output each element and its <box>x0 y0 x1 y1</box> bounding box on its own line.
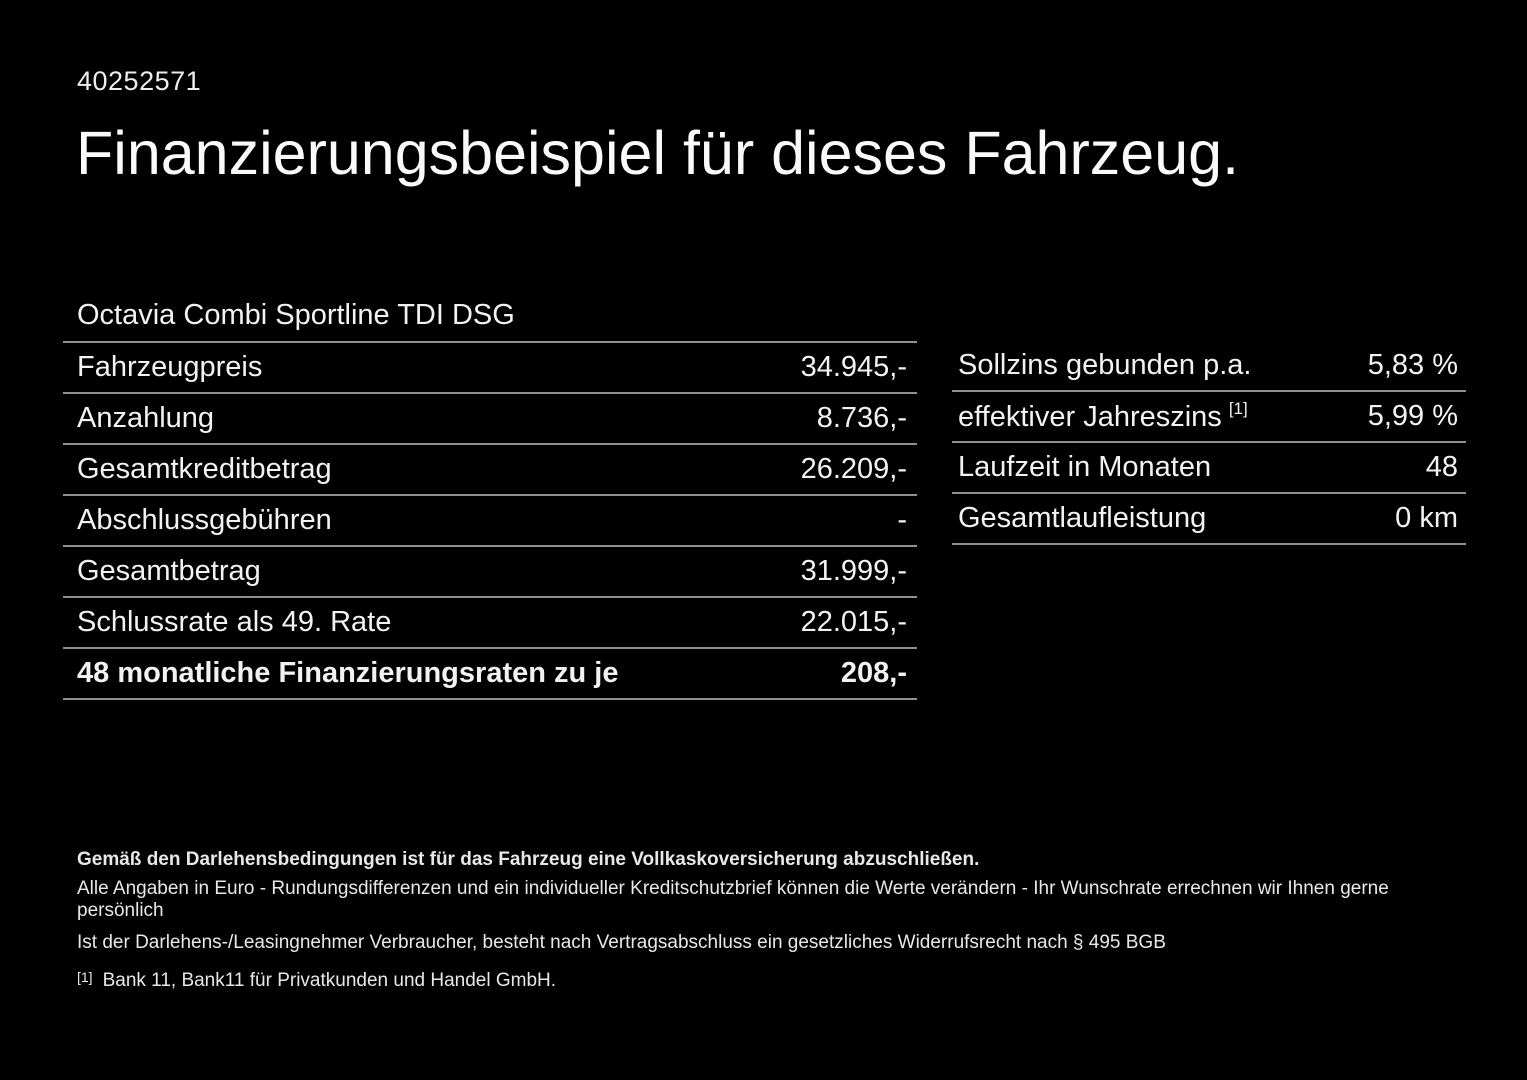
row-label: Fahrzeugpreis <box>77 351 263 383</box>
table-row-gesamtkreditbetrag <box>63 445 917 496</box>
row-label: 48 monatliche Finanzierungsraten zu je <box>77 657 619 689</box>
table-row-anzahlung <box>63 394 917 445</box>
table-row-abschlussgebuehren <box>63 496 917 547</box>
row-value: 0 km <box>1395 502 1458 534</box>
row-value: 31.999,- <box>800 555 907 587</box>
disclaimer-line-1: Alle Angaben in Euro - Rundungsdifferenzen und ein individueller Kreditschutzbrief können die Werte verändern - Ihr Wunschrate errechnen wir Ihnen gerne persönlich <box>77 878 1389 921</box>
row-label: Gesamtbetrag <box>77 555 261 587</box>
row-label: Abschlussgebühren <box>77 504 332 536</box>
finance-table <box>63 341 917 700</box>
row-label: effektiver Jahreszins [1] <box>958 399 1248 433</box>
document-id: 40252571 <box>77 66 202 96</box>
row-value: 34.945,- <box>800 351 907 383</box>
row-value: 5,83 % <box>1367 349 1458 381</box>
row-value: - <box>897 504 907 536</box>
row-value: 5,99 % <box>1367 400 1458 432</box>
table-row-schlussrate <box>63 598 917 649</box>
row-value: 48 <box>1425 451 1458 483</box>
row-label: Gesamtkreditbetrag <box>77 453 332 485</box>
row-label: Anzahlung <box>77 402 215 434</box>
row-label: Laufzeit in Monaten <box>958 451 1212 483</box>
bank-footnote <box>77 966 1457 992</box>
table-row-effektiver-jahreszins <box>952 392 1466 443</box>
table-row-gesamtlaufleistung <box>952 494 1466 545</box>
row-label: Sollzins gebunden p.a. <box>958 349 1252 381</box>
insurance-note: Gemäß den Darlehensbedingungen ist für das Fahrzeug eine Vollkaskoversicherung abzuschließen. <box>77 849 980 870</box>
footnote-reference: [1] <box>1228 399 1248 418</box>
footnote-marker: [1] <box>77 969 93 985</box>
table-row-sollzins <box>952 341 1466 392</box>
row-label: Schlussrate als 49. Rate <box>77 606 392 638</box>
vehicle-name: Octavia Combi Sportline TDI DSG <box>77 299 515 331</box>
table-row-monatsrate <box>63 649 917 700</box>
row-value: 8.736,- <box>816 402 907 434</box>
table-row-fahrzeugpreis <box>63 343 917 394</box>
row-label: Gesamtlaufleistung <box>958 502 1207 534</box>
table-row-laufzeit <box>952 443 1466 494</box>
table-row-gesamtbetrag <box>63 547 917 598</box>
footer-disclaimers <box>77 849 1457 992</box>
row-value: 22.015,- <box>800 606 907 638</box>
disclaimer-line-2: Ist der Darlehens-/Leasingnehmer Verbraucher, besteht nach Vertragsabschluss ein gesetzliches Widerrufsrecht nach § 495 BGB <box>77 932 1166 953</box>
row-value: 208,- <box>840 657 907 689</box>
page-title: Finanzierungsbeispiel für dieses Fahrzeug. <box>76 119 1240 187</box>
row-value: 26.209,- <box>800 453 907 485</box>
conditions-table <box>952 341 1466 545</box>
footnote-text: Bank 11, Bank11 für Privatkunden und Handel GmbH. <box>102 970 557 991</box>
